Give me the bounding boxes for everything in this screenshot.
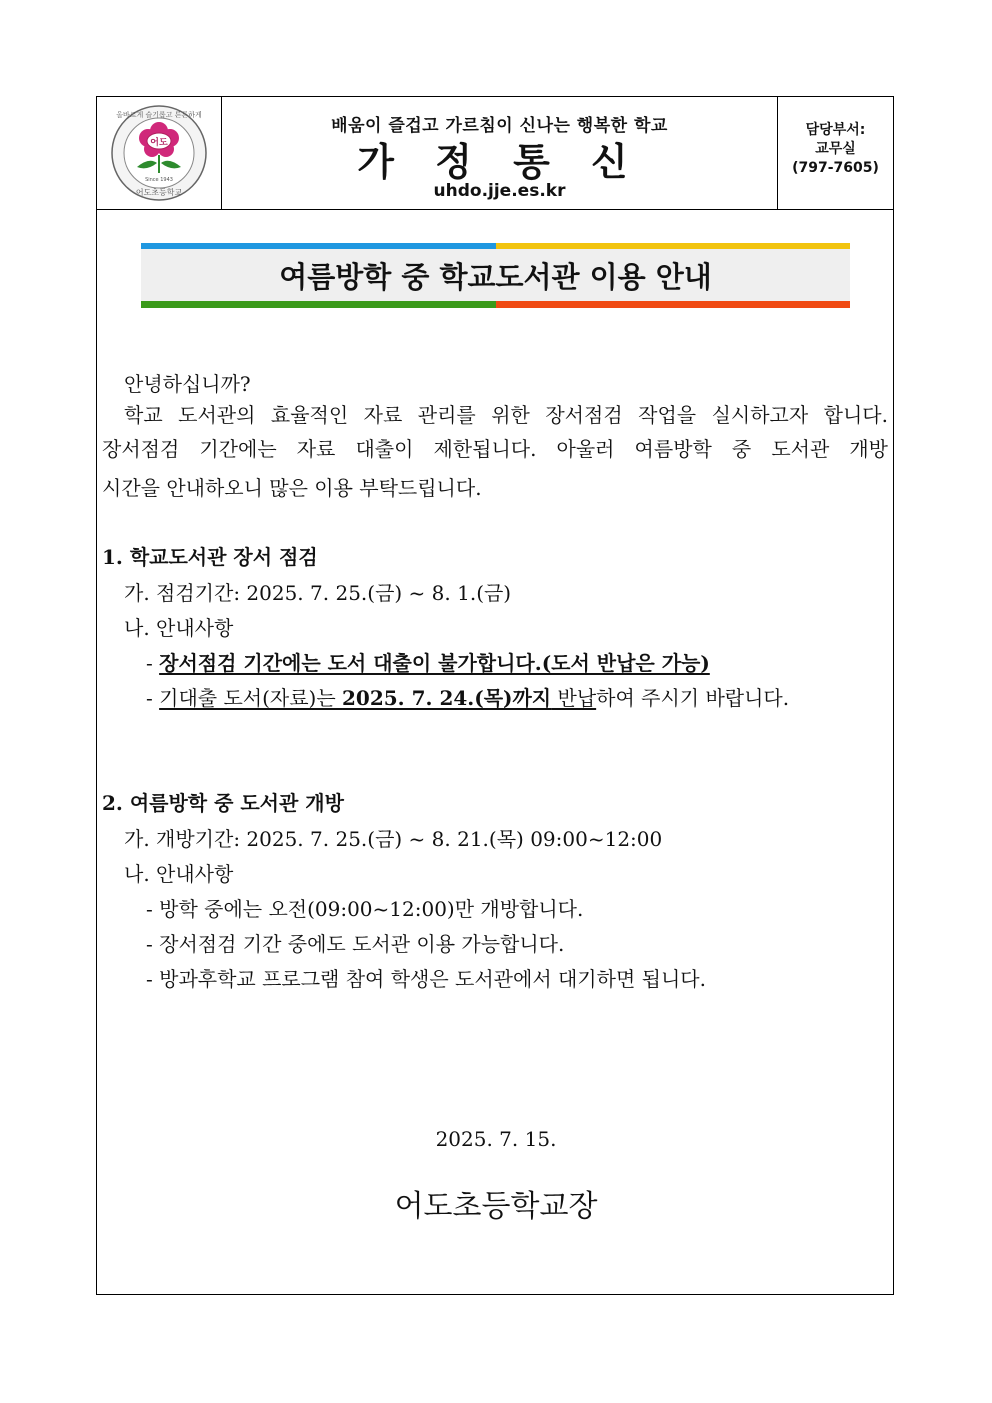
issue-date: 2025. 7. 15. [435,1127,557,1151]
bullet: - [146,651,153,675]
section1-item-1 [146,647,710,676]
greeting: 안녕하십니까? [124,372,251,396]
section2-period: 가. 개방기간: 2025. 7. 25.(금) ~ 8. 21.(목) 09:00~12:00 [124,827,663,851]
logo-bottom-text: 어도초등학교 [135,188,183,197]
section1-heading: 1. 학교도서관 장서 점검 [102,545,318,569]
intro-line-2-text: 장서점검 기간에는 자료 대출이 제한됩니다. 아울러 여름방학 중 도서관 개방 [102,437,888,461]
section2-item-3 [146,963,706,992]
bullet: - [146,897,153,921]
dept-label: 담당부서: [805,122,866,138]
section1-notice-label: 나. 안내사항 [124,616,234,640]
section1-item-2-part-a: 기대출 도서(자료)는 [159,686,343,710]
banner-bar-red [496,301,850,308]
section1-item-2 [146,682,789,711]
school-emblem-icon [97,97,222,209]
section2-item-1 [146,893,583,922]
section2-item-1-text: 방학 중에는 오전(09:00~12:00)만 개방합니다. [159,897,584,921]
principal-signature: 어도초등학교장 [394,1189,598,1224]
section1-item-2-part-d: 하여 주시기 바랍니다. [596,686,790,710]
logo-top-text: 올바르게 슬기롭고 튼튼하게 [116,111,202,119]
section1-period: 가. 점검기간: 2025. 7. 25.(금) ~ 8. 1.(금) [124,581,512,605]
section1-item-2-deadline: 2025. 7. 24.(목)까지 [342,686,552,710]
title-cell [222,97,778,209]
section2-item-3-text: 방과후학교 프로그램 참여 학생은 도서관에서 대기하면 됩니다. [159,967,706,991]
dept-name: 교무실 [815,141,856,157]
bullet: - [146,932,153,956]
intro-line-1-text: 학교 도서관의 효율적인 자료 관리를 위한 장서점검 작업을 실시하고자 합니다. [124,403,888,427]
section2-heading: 2. 여름방학 중 도서관 개방 [102,791,344,815]
logo-since-text: Since 1943 [145,177,173,183]
bullet: - [146,967,153,991]
section1-item-2-part-c: 반납 [551,686,597,710]
school-motto: 배움이 즐겁고 가르침이 신나는 행복한 학교 [331,116,668,136]
banner-title: 여름방학 중 학교도서관 이용 안내 [279,260,712,294]
logo-center-text: 어도 [150,138,168,148]
section2-notice-label: 나. 안내사항 [124,862,234,886]
section1-item-1-text: 장서점검 기간에는 도서 대출이 불가합니다.(도서 반납은 가능) [159,651,710,675]
section2-item-2 [146,928,564,957]
section2-item-2-text: 장서점검 기간 중에도 도서관 이용 가능합니다. [159,932,565,956]
school-logo-cell [97,97,222,209]
page-title: 가 정 통 신 [357,140,642,184]
title-banner [141,243,850,308]
letter-header [97,97,893,210]
banner-bar-green [141,301,496,308]
dept-phone: (797-7605) [792,160,879,176]
school-url: uhdo.jje.es.kr [433,181,566,201]
intro-line-1 [102,398,888,432]
bullet: - [146,686,153,710]
intro-line-3: 시간을 안내하오니 많은 이용 부탁드립니다. [102,476,482,500]
department-cell [778,97,893,209]
intro-line-2 [102,432,888,466]
